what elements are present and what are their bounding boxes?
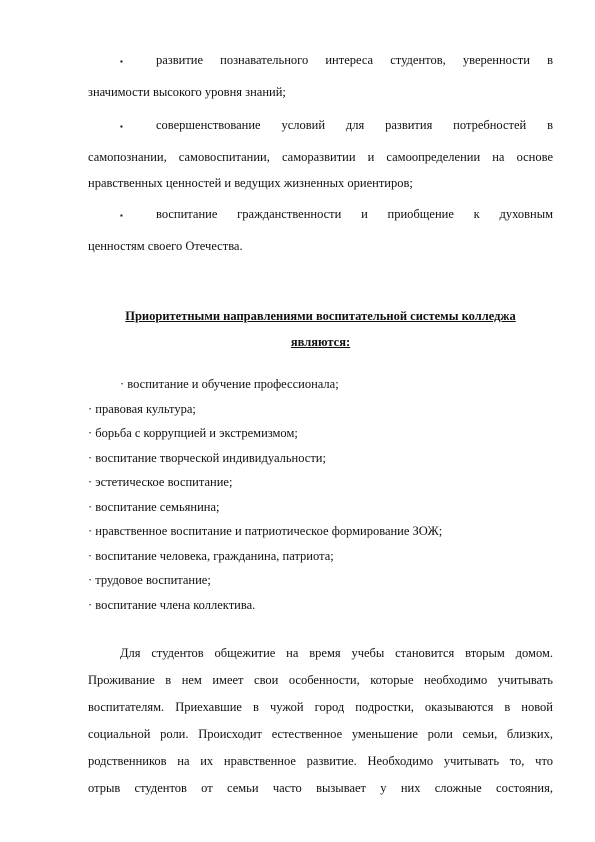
bullet-text-continued: ценностям своего Отечества. — [88, 239, 243, 253]
section-heading-line: Приоритетными направлениями воспитательной системы колледжа — [125, 309, 516, 323]
priority-list — [88, 372, 553, 617]
square-bullet-icon: ▪ — [120, 122, 123, 131]
paragraph-line: отрыв студентов от семьи часто вызывает у них сложные состояния, — [88, 781, 553, 795]
bullet-text-continued: нравственных ценностей и ведущих жизненных ориентиров; — [88, 176, 413, 190]
list-item: · воспитание творческой индивидуальности; — [88, 450, 326, 465]
bullet-item — [88, 53, 553, 105]
bullet-text: развитие познавательного интереса студентов, уверенности в — [156, 53, 553, 67]
bullet-text-continued: самопознании, самовоспитании, саморазвитии и самоопределении на основе — [88, 150, 553, 164]
square-bullet-icon: ▪ — [120, 57, 123, 66]
list-item: · воспитание семьянина; — [88, 499, 220, 514]
list-item: · трудовое воспитание; — [88, 573, 211, 587]
bullet-item — [88, 118, 553, 196]
list-item: · воспитание и обучение профессионала; — [120, 377, 339, 391]
bullet-item — [88, 207, 553, 259]
paragraph-line: Для студентов общежитие на время учебы становится вторым домом. — [120, 646, 553, 660]
bullet-text: воспитание гражданственности и приобщение к духовным — [156, 207, 553, 221]
list-item: · нравственное воспитание и патриотическое формирование ЗОЖ; — [88, 524, 443, 538]
section-heading — [88, 303, 553, 355]
section-heading-line: являются: — [290, 335, 351, 349]
paragraph-line: социальной роли. Происходит естественное уменьшение роли семьи, близких, — [88, 727, 553, 741]
paragraph-line: Проживание в нем имеет свои особенности, которые необходимо учитывать — [88, 673, 553, 687]
square-bullet-icon: ▪ — [120, 211, 123, 220]
list-item: · борьба с коррупцией и экстремизмом; — [88, 426, 298, 440]
paragraph-line: родственников на их нравственное развитие. Необходимо учитывать то, что — [88, 754, 553, 768]
list-item: · воспитание члена коллектива. — [88, 597, 256, 612]
paragraph-line: воспитателям. Приехавшие в чужой город подростки, оказываются в новой — [88, 700, 553, 714]
bullet-text: совершенствование условий для развития потребностей в — [156, 118, 553, 132]
body-paragraph — [88, 640, 553, 802]
bullet-text-continued: значимости высокого уровня знаний; — [88, 85, 286, 99]
list-item: · правовая культура; — [88, 401, 196, 416]
list-item: · эстетическое воспитание; — [88, 475, 233, 489]
list-item: · воспитание человека, гражданина, патриота; — [88, 548, 334, 563]
